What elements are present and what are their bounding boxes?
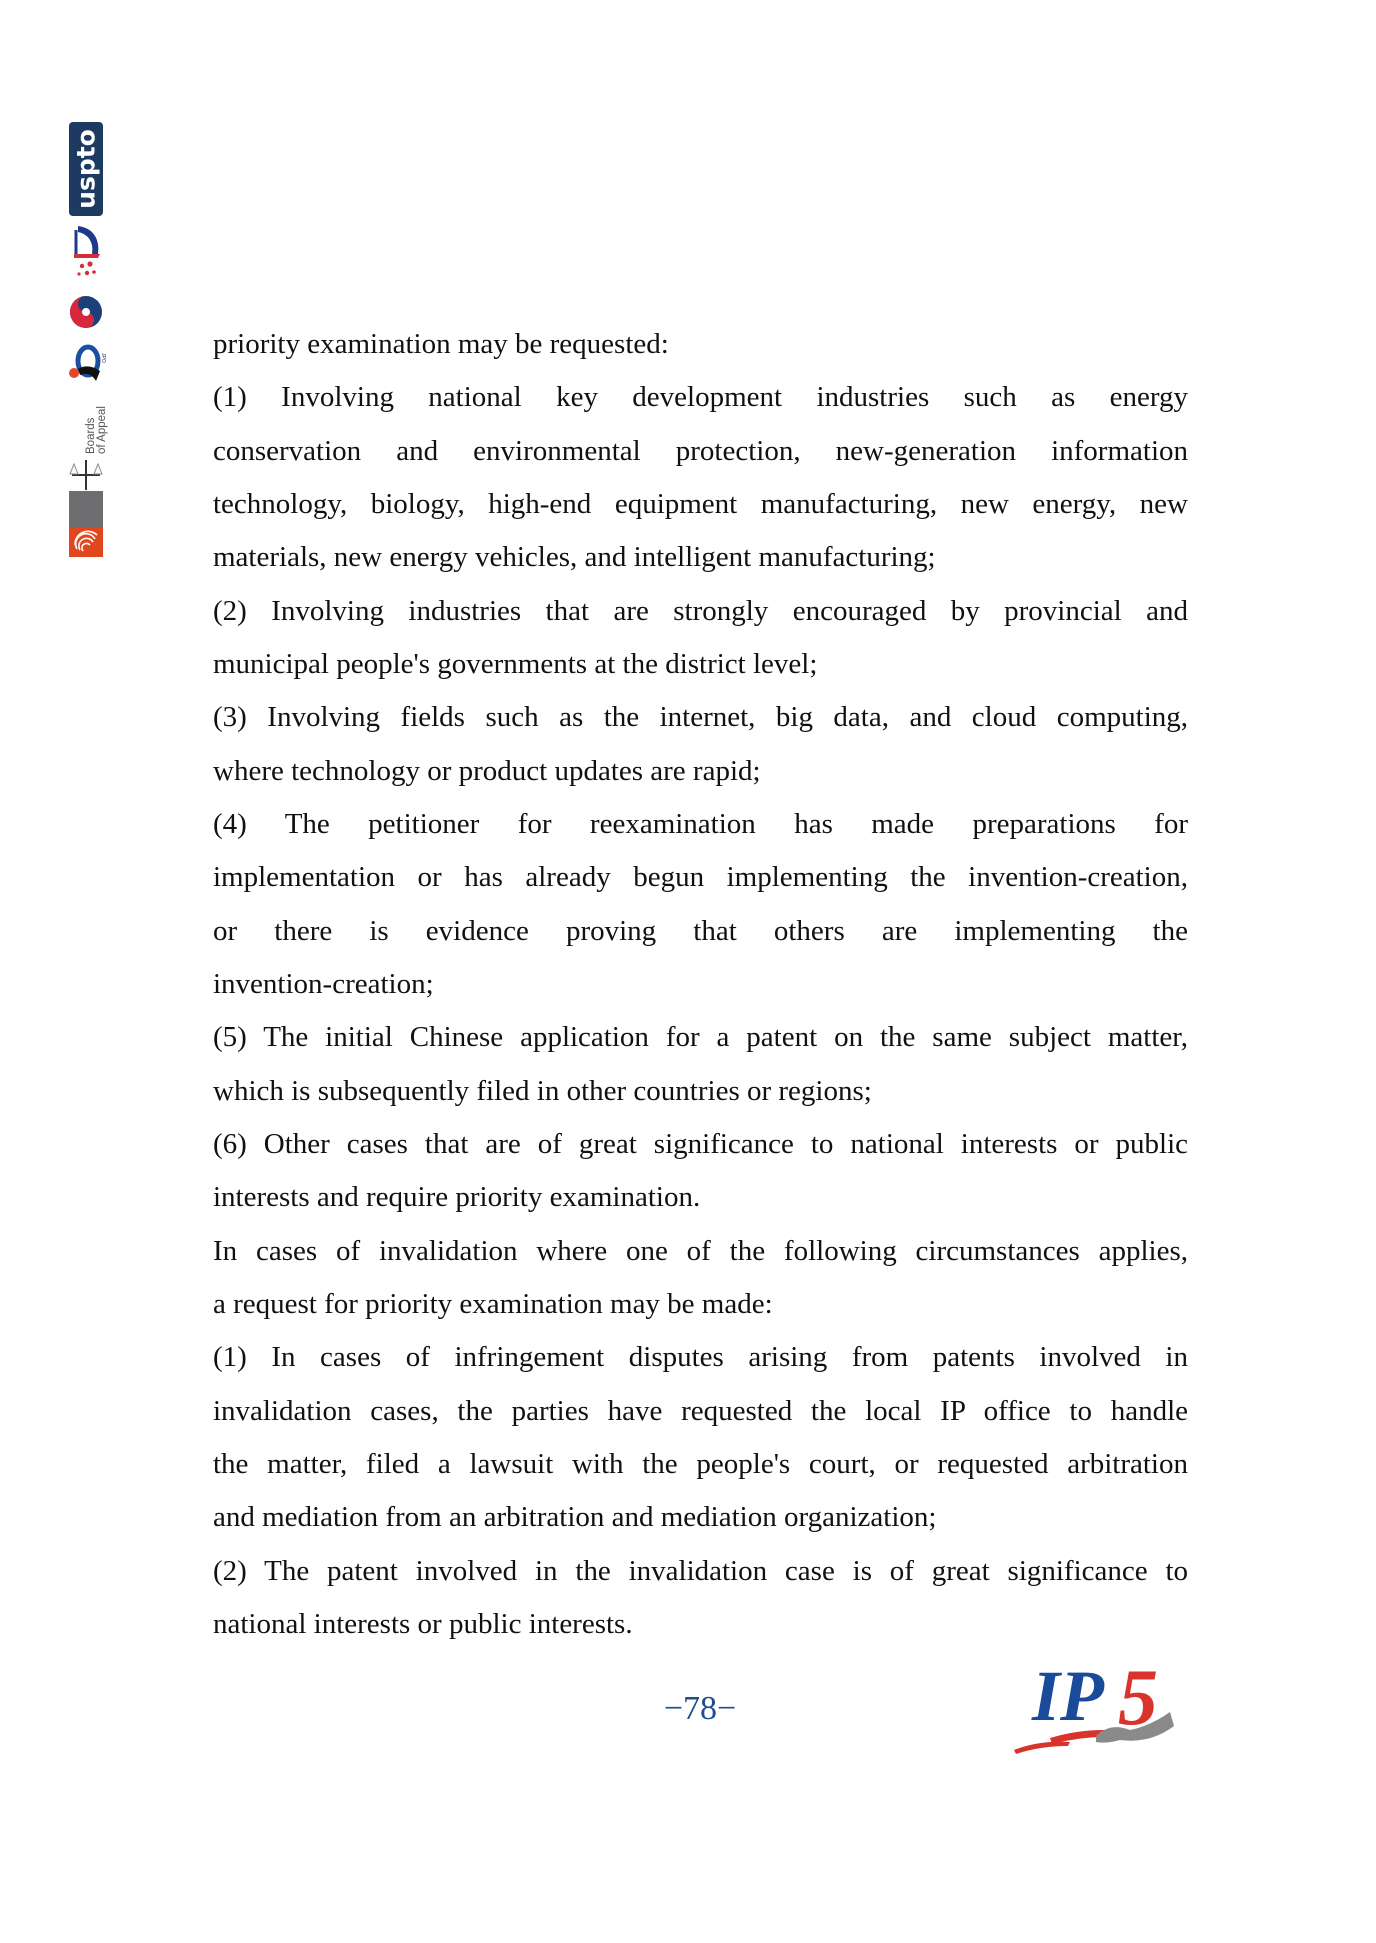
text-line: municipal people's governments at the district level;	[213, 647, 818, 680]
text-line: and mediation from an arbitration and mediation organization;	[213, 1501, 937, 1534]
epo-logo-grey-block	[69, 491, 103, 527]
text-line: implementation or has already begun implementing the invention-creation,	[213, 861, 1188, 894]
document-body	[213, 318, 1188, 1651]
text-line: national interests or public interests.	[213, 1607, 633, 1640]
jpo-logo-icon	[66, 341, 106, 383]
ip5-office-logos	[64, 118, 108, 563]
epo-logo	[69, 491, 103, 557]
ip5-logo-text-5: 5	[1118, 1654, 1158, 1742]
boards-label-line1: Boards	[85, 417, 97, 454]
uspto-logo	[69, 122, 103, 216]
text-line: interests and require priority examination.	[213, 1181, 701, 1214]
text-line: (2) The patent involved in the invalidation case is of great significance to	[213, 1554, 1188, 1587]
text-line: where technology or product updates are rapid;	[213, 754, 761, 787]
jpo-label: JPO	[100, 353, 106, 363]
ip5-logo-text-ip: IP	[1032, 1656, 1104, 1736]
text-line: or there is evidence proving that others are implementing the	[213, 914, 1188, 947]
boards-label-line2: of Appeal	[96, 406, 108, 454]
text-line: In cases of invalidation where one of the following circumstances applies,	[213, 1234, 1188, 1267]
text-line: conservation and environmental protection, new-generation information	[213, 434, 1188, 467]
text-line: (1) Involving national key development industries such as energy	[213, 381, 1188, 414]
text-line: a request for priority examination may be made:	[213, 1287, 773, 1320]
page-number: −78−	[663, 1690, 737, 1727]
text-line: (6) Other cases that are of great significance to national interests or public	[213, 1127, 1188, 1160]
kipo-taegeuk-icon	[68, 292, 104, 332]
text-line: invention-creation;	[213, 967, 434, 1000]
uspto-logo-text: uspto	[71, 129, 101, 209]
text-line: (5) The initial Chinese application for a patent on the same subject matter,	[213, 1021, 1188, 1054]
ip5-red-swoosh	[1014, 1742, 1070, 1754]
epo-fingerprint-icon	[69, 527, 103, 557]
text-line: materials, new energy vehicles, and intelligent manufacturing;	[213, 541, 936, 574]
text-line: (1) In cases of infringement disputes arising from patents involved in	[213, 1341, 1188, 1374]
text-line: technology, biology, high-end equipment manufacturing, new energy, new	[213, 487, 1188, 520]
text-line: priority examination may be requested:	[213, 328, 669, 360]
cnipa-logo-icon	[68, 224, 104, 294]
text-line: invalidation cases, the parties have requested the local IP office to handle	[213, 1394, 1188, 1427]
text-line: (4) The petitioner for reexamination has made preparations for	[213, 807, 1188, 840]
text-line: the matter, filed a lawsuit with the people's court, or requested arbitration	[213, 1447, 1188, 1480]
text-line: (3) Involving fields such as the internet, big data, and cloud computing,	[213, 701, 1188, 734]
ip5-logo	[1010, 1652, 1190, 1762]
epo-logo-red-block	[69, 527, 103, 557]
scales-of-justice-icon	[68, 458, 104, 492]
text-line: which is subsequently filed in other countries or regions;	[213, 1074, 872, 1107]
text-line: (2) Involving industries that are strongly encouraged by provincial and	[213, 594, 1188, 627]
